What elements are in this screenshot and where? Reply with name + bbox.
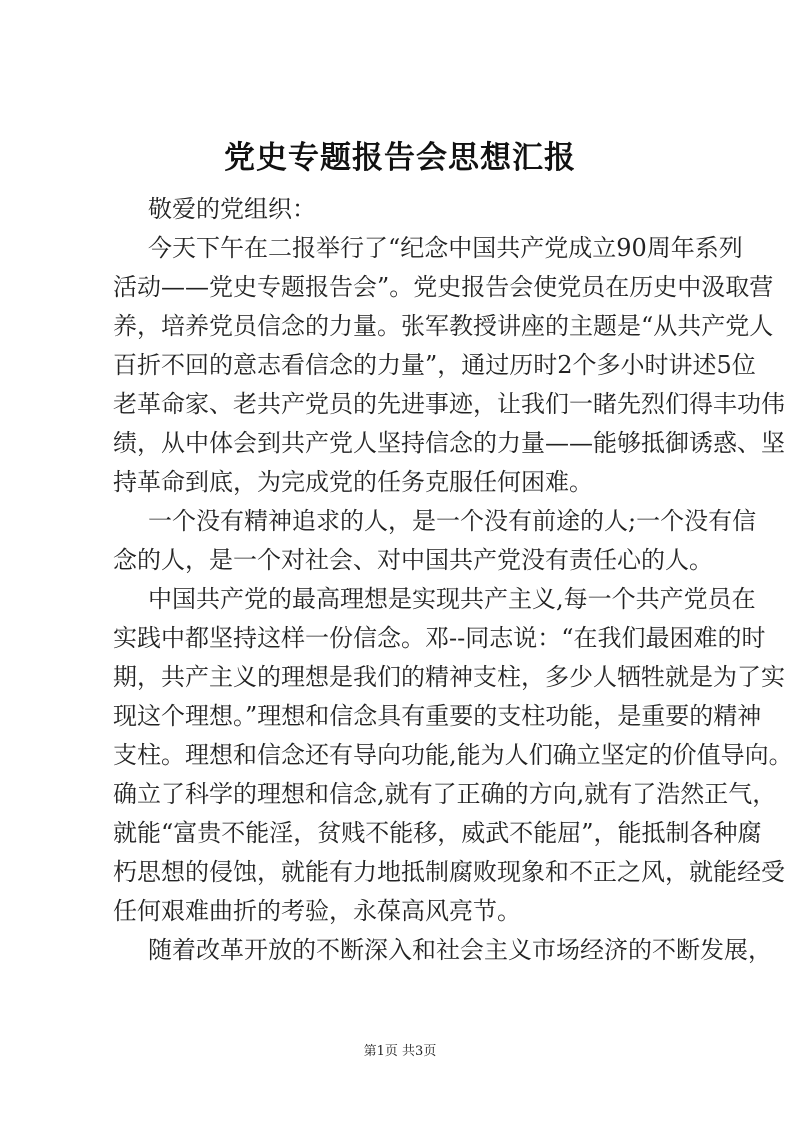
paragraph-line: 随着改革开放的不断深入和社会主义市场经济的不断发展， bbox=[148, 936, 772, 964]
paragraph-line: 今天下午在二报举行了“纪念中国共产党成立90周年系列 bbox=[148, 234, 743, 262]
paragraph-line: 念的人，是一个对社会、对中国共产党没有责任心的人。 bbox=[113, 546, 713, 574]
paragraph-line: 中国共产党的最高理想是实现共产主义,每一个共产党员在 bbox=[148, 585, 756, 613]
paragraph-line: 就能“富贵不能淫，贫贱不能移，威武不能屈”，能抵制各种腐 bbox=[113, 819, 762, 847]
paragraph-line: 百折不回的意志看信念的力量”，通过历时2个多小时讲述5位 bbox=[113, 351, 756, 379]
paragraph bbox=[113, 502, 757, 580]
paragraph-line: 敬爱的党组织： bbox=[148, 195, 316, 223]
paragraph-line: 确立了科学的理想和信念,就有了正确的方向,就有了浩然正气， bbox=[113, 780, 777, 808]
paragraph bbox=[113, 580, 793, 931]
paragraph-line: 老革命家、老共产党员的先进事迹，让我们一睹先烈们得丰功伟 bbox=[113, 390, 785, 418]
paragraph-line: 朽思想的侵蚀，就能有力地抵制腐败现象和不正之风，就能经受 bbox=[113, 858, 785, 886]
paragraph bbox=[113, 190, 707, 229]
paragraph-line: 期，共产主义的理想是我们的精神支柱，多少人牺牲就是为了实 bbox=[113, 663, 785, 691]
document-title: 党史专题报告会思想汇报 bbox=[224, 140, 576, 176]
paragraph bbox=[113, 229, 785, 502]
paragraph-line: 绩，从中体会到共产党人坚持信念的力量——能够抵御诱惑、坚 bbox=[113, 429, 785, 457]
document-body bbox=[113, 190, 793, 970]
page-footer: 第1页 共3页 bbox=[363, 1044, 437, 1059]
paragraph-line: 活动——党史专题报告会”。党史报告会使党员在历史中汲取营 bbox=[113, 273, 774, 301]
paragraph-line: 任何艰难曲折的考验，永葆高风亮节。 bbox=[113, 897, 521, 925]
paragraph-line: 现这个理想。”理想和信念具有重要的支柱功能，是重要的精神 bbox=[113, 702, 762, 730]
paragraph bbox=[113, 931, 772, 970]
paragraph-line: 支柱。理想和信念还有导向功能,能为人们确立坚定的价值导向。 bbox=[113, 741, 793, 769]
paragraph-line: 养，培养党员信念的力量。张军教授讲座的主题是“从共产党人 bbox=[113, 312, 774, 340]
paragraph-line: 实践中都坚持这样一份信念。邓--同志说：“在我们最困难的时 bbox=[113, 624, 766, 652]
paragraph-line: 一个没有精神追求的人，是一个没有前途的人;一个没有信 bbox=[148, 507, 757, 535]
paragraph-line: 持革命到底，为完成党的任务克服任何困难。 bbox=[113, 468, 593, 496]
